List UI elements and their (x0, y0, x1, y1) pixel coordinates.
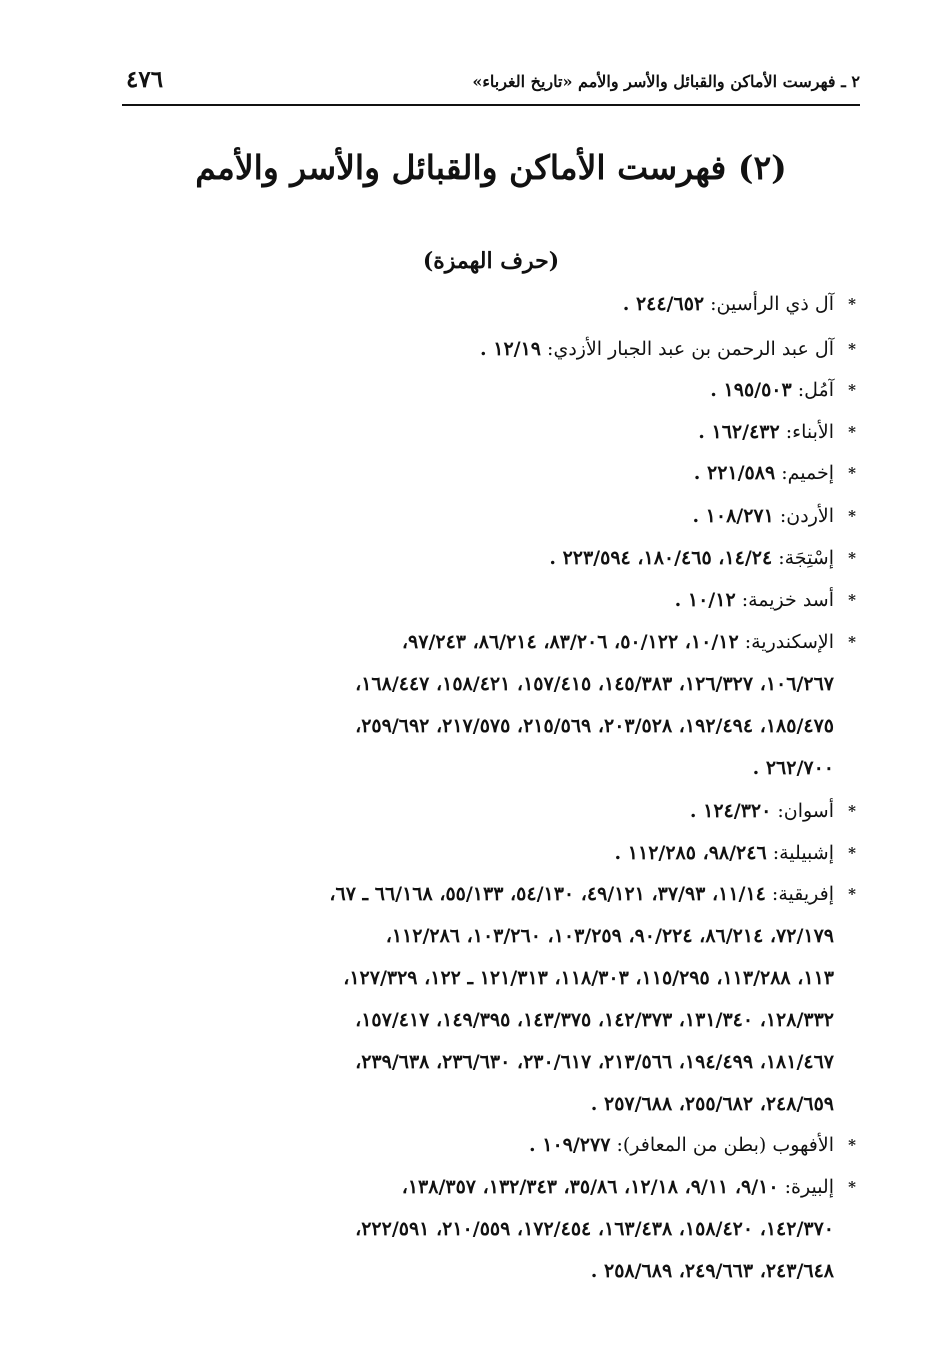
entry-references: ١٢٤/٣٢٠ . (689, 800, 772, 822)
index-entry (120, 621, 856, 789)
entry-references: ٢٤٨/٦٥٩، ٢٥٥/٦٨٢، ٢٥٧/٦٨٨ . (590, 1093, 834, 1115)
entry-headword: آمُل: (791, 379, 834, 401)
entry-references: ١٤٢/٣٧٠، ١٥٨/٤٢٠، ١٦٣/٤٣٨، ١٧٢/٤٥٤، ٢١٠/٥٥٩، ٢٢٢/٥٩١، (355, 1218, 834, 1240)
entry-line (120, 873, 856, 915)
entry-headword: آل عبد الرحمن بن عبد الجبار الأزدي: (541, 338, 834, 360)
bullet-icon: * (848, 1178, 856, 1196)
index-entry (120, 452, 856, 494)
entry-continuation-line (120, 999, 856, 1041)
index-entry (120, 1166, 856, 1292)
entry-headword: الأردن: (773, 505, 834, 527)
entry-references: ٩٨/٢٤٦، ١١٢/٢٨٥ . (614, 842, 767, 864)
entry-continuation-line (120, 915, 856, 957)
entry-continuation-line (120, 705, 856, 747)
entry-headword: إشبيلية: (766, 842, 834, 864)
entry-references: ١٠٩/٢٧٧ . (529, 1134, 611, 1156)
entry-continuation-line (120, 1083, 856, 1125)
bullet-icon: * (848, 507, 856, 525)
entry-line (120, 579, 856, 621)
running-header (122, 64, 860, 106)
index-entry (120, 369, 856, 411)
entry-references: ١٦٢/٤٣٢ . (698, 421, 780, 443)
bullet-icon: * (848, 591, 856, 609)
entry-references: ١٩٥/٥٠٣ . (710, 379, 792, 401)
entry-references: ٩/١٠، ٩/١١، ١٢/١٨، ٣٥/٨٦، ١٣٢/٣٤٣، ١٣٨/٣٥٧، (401, 1176, 779, 1198)
entry-references: ١٢٨/٣٣٢، ١٣١/٣٤٠، ١٤٢/٣٧٣، ١٤٣/٣٧٥، ١٤٩/٣٩٥، ١٥٧/٤١٧، (355, 1009, 834, 1031)
entry-headword: الأبناء: (779, 421, 834, 443)
entry-continuation-line (120, 1250, 856, 1292)
entry-references: ١٨١/٤٦٧، ١٩٤/٤٩٩، ٢١٣/٥٦٦، ٢٣٠/٦١٧، ٢٣٦/٦٣٠، ٢٣٩/٦٣٨، (355, 1051, 834, 1073)
entry-line (120, 790, 856, 832)
entry-line (120, 369, 856, 411)
entry-line (120, 832, 856, 874)
index-entry (120, 832, 856, 874)
bullet-icon: * (848, 340, 856, 358)
index-entry (120, 537, 856, 579)
bullet-icon: * (848, 844, 856, 862)
entry-references: ١٨٥/٤٧٥، ١٩٢/٤٩٤، ٢٠٣/٥٢٨، ٢١٥/٥٦٩، ٢١٧/٥٧٥، ٢٥٩/٦٩٢، (355, 715, 834, 737)
entry-continuation-line (120, 747, 856, 789)
entry-references: ٢٤٣/٦٤٨، ٢٤٩/٦٦٣، ٢٥٨/٦٨٩ . (590, 1260, 834, 1282)
bullet-icon: * (848, 1136, 856, 1154)
index-entry (120, 873, 856, 1125)
entry-continuation-line (120, 663, 856, 705)
entry-references: ٧٢/١٧٩، ٨٦/٢١٤، ٩٠/٢٢٤، ١٠٣/٢٥٩، ١٠٣/٢٦٠، ١١٢/٢٨٦، (385, 925, 834, 947)
entry-line (120, 1124, 856, 1166)
entry-line (120, 1166, 856, 1208)
entry-references: ٢٤٤/٦٥٢ . (622, 293, 705, 315)
entry-references: ١٤/٢٤، ١٨٠/٤٦٥، ٢٢٣/٥٩٤ . (549, 547, 773, 569)
entry-headword: آل ذي الرأسين: (704, 293, 834, 315)
entry-references: ١٠٦/٢٦٧، ١٢٦/٣٢٧، ١٤٥/٣٨٣، ١٥٧/٤١٥، ١٥٨/٤٢١، ١٦٨/٤٤٧، (355, 673, 834, 695)
entry-continuation-line (120, 1041, 856, 1083)
entry-headword: أسوان: (771, 800, 834, 822)
bullet-icon: * (848, 381, 856, 399)
entry-line (120, 495, 856, 537)
entry-headword: الإسكندرية: (738, 631, 834, 653)
entry-references: ١٠/١٢ . (674, 589, 736, 611)
entry-headword: إسْتِجَة: (772, 547, 834, 569)
index-entry (120, 411, 856, 453)
entry-headword: أسد خزيمة: (735, 589, 834, 611)
section-title: (حرف الهمزة) (422, 248, 560, 274)
entry-references: ١٠٨/٢٧١ . (692, 505, 774, 527)
entry-line (120, 328, 856, 370)
entry-line (120, 537, 856, 579)
bullet-icon: * (848, 295, 856, 313)
entry-continuation-line (120, 957, 856, 999)
entry-headword: إلبيرة: (778, 1176, 834, 1198)
index-entry (120, 1124, 856, 1166)
index-entry (120, 283, 856, 325)
entry-references: ١٢/١٩ . (480, 338, 541, 360)
bullet-icon: * (848, 423, 856, 441)
bullet-icon: * (848, 464, 856, 482)
entry-headword: إفريقية: (765, 883, 834, 905)
running-title: ٢ ـ فهرست الأماكن والقبائل والأسر والأمم «تاريخ الغرباء» (472, 72, 860, 91)
entry-continuation-line (120, 1208, 856, 1250)
bullet-icon: * (848, 802, 856, 820)
page-number: ٤٧٦ (126, 66, 164, 93)
entry-references: ١١٣، ١١٣/٢٨٨، ١١٥/٢٩٥، ١١٨/٣٠٣، ١٢١/٣١٣ ـ ١٢٢، ١٢٧/٣٢٩، (343, 967, 834, 989)
entry-line (120, 452, 856, 494)
entry-line (120, 283, 856, 325)
bullet-icon: * (848, 633, 856, 651)
entry-line (120, 621, 856, 663)
index-entry (120, 790, 856, 832)
entry-headword: إخميم: (775, 462, 834, 484)
index-entry (120, 328, 856, 370)
bullet-icon: * (848, 549, 856, 567)
index-entry (120, 495, 856, 537)
chapter-title: (٢) فهرست الأماكن والقبائل والأسر والأمم (195, 148, 787, 187)
entry-line (120, 411, 856, 453)
index-entry (120, 579, 856, 621)
entry-headword: الأفهوب (بطن من المعافر): (610, 1134, 834, 1156)
entry-references: ١١/١٤، ٣٧/٩٣، ٤٩/١٢١، ٥٤/١٣٠، ٥٥/١٣٣، ٦٦/١٦٨ ـ ٦٧، (329, 883, 766, 905)
entry-references: ١٠/١٢، ٥٠/١٢٢، ٨٣/٢٠٦، ٨٦/٢١٤، ٩٧/٢٤٣، (401, 631, 739, 653)
entry-references: ٢٦٢/٧٠٠ . (752, 757, 834, 779)
bullet-icon: * (848, 885, 856, 903)
entry-references: ٢٢١/٥٨٩ . (693, 462, 776, 484)
